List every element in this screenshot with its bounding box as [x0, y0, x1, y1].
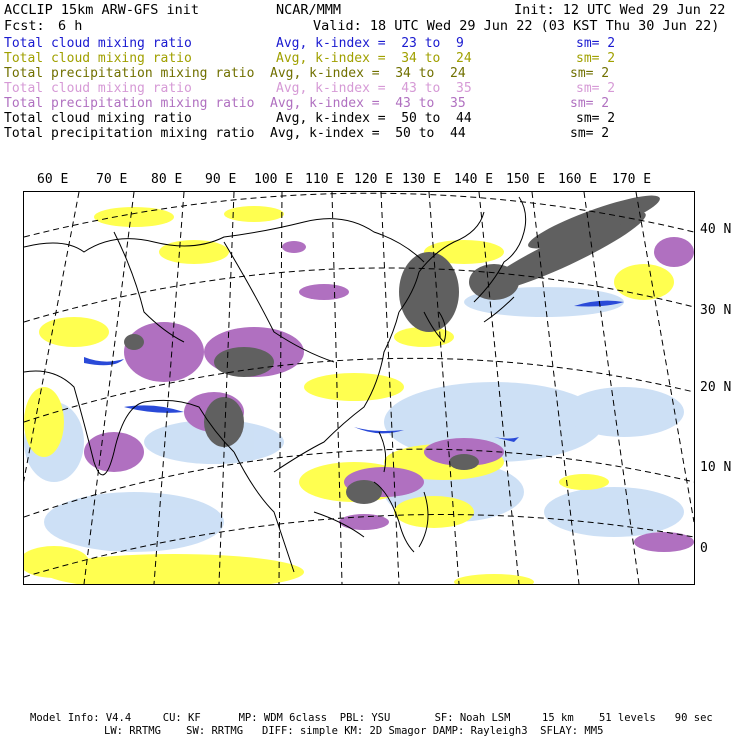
longitude-label: 160 E — [558, 172, 598, 187]
footer-model-info: Model Info: V4.4 CU: KF MP: WDM 6class PBL: YSU SF: Noah LSM 15 km 51 levels 90 sec — [30, 712, 713, 724]
longitude-label: 170 E — [612, 172, 652, 187]
field-stat: Avg, k-index = 34 to 24 — [276, 51, 472, 66]
longitude-label: 140 E — [454, 172, 494, 187]
field-name: Total cloud mixing ratio — [4, 36, 192, 51]
map-canvas — [24, 192, 694, 584]
field-stat: Avg, k-index = 34 to 24 — [270, 66, 466, 81]
field-stat: Avg, k-index = 43 to 35 — [276, 81, 472, 96]
latitude-label: 0 — [700, 541, 708, 556]
field-name: Total cloud mixing ratio — [4, 81, 192, 96]
field-sm: sm= 2 — [576, 36, 616, 51]
footer-physics-info: LW: RRTMG SW: RRTMG DIFF: simple KM: 2D Smagor DAMP: Rayleigh3 SFLAY: MM5 — [104, 725, 604, 737]
latitude-label: 30 N — [700, 303, 732, 318]
model-title: ACCLIP 15km ARW-GFS init — [4, 2, 200, 18]
longitude-label: 110 E — [305, 172, 345, 187]
field-stat: Avg, k-index = 50 to 44 — [276, 111, 472, 126]
field-sm: sm= 2 — [570, 126, 610, 141]
longitude-label: 60 E — [37, 172, 69, 187]
center-label: NCAR/MMM — [276, 2, 342, 18]
forecast-label: Fcst: — [4, 18, 45, 34]
valid-time: Valid: 18 UTC Wed 29 Jun 22 (03 KST Thu 30 Jun 22) — [313, 18, 720, 34]
low-cloud-layer — [24, 287, 684, 552]
map-panel — [23, 191, 695, 585]
longitude-label: 80 E — [151, 172, 183, 187]
init-time: Init: 12 UTC Wed 29 Jun 22 — [514, 2, 726, 18]
field-sm: sm= 2 — [576, 81, 616, 96]
longitude-label: 150 E — [506, 172, 546, 187]
field-stat: Avg, k-index = 23 to 9 — [276, 36, 464, 51]
longitude-label: 100 E — [254, 172, 294, 187]
field-stat: Avg, k-index = 43 to 35 — [270, 96, 466, 111]
longitude-label: 70 E — [96, 172, 128, 187]
longitude-label: 120 E — [354, 172, 394, 187]
field-name: Total cloud mixing ratio — [4, 111, 192, 126]
field-name: Total precipitation mixing ratio — [4, 66, 255, 81]
field-name: Total precipitation mixing ratio — [4, 126, 255, 141]
field-sm: sm= 2 — [576, 111, 616, 126]
field-sm: sm= 2 — [570, 96, 610, 111]
latitude-label: 40 N — [700, 222, 732, 237]
forecast-hour: 6 h — [58, 18, 83, 34]
latitude-label: 20 N — [700, 380, 732, 395]
field-name: Total cloud mixing ratio — [4, 51, 192, 66]
longitude-label: 90 E — [205, 172, 237, 187]
field-stat: Avg, k-index = 50 to 44 — [270, 126, 466, 141]
field-sm: sm= 2 — [570, 66, 610, 81]
latitude-label: 10 N — [700, 460, 732, 475]
longitude-label: 130 E — [402, 172, 442, 187]
field-sm: sm= 2 — [576, 51, 616, 66]
field-name: Total precipitation mixing ratio — [4, 96, 255, 111]
